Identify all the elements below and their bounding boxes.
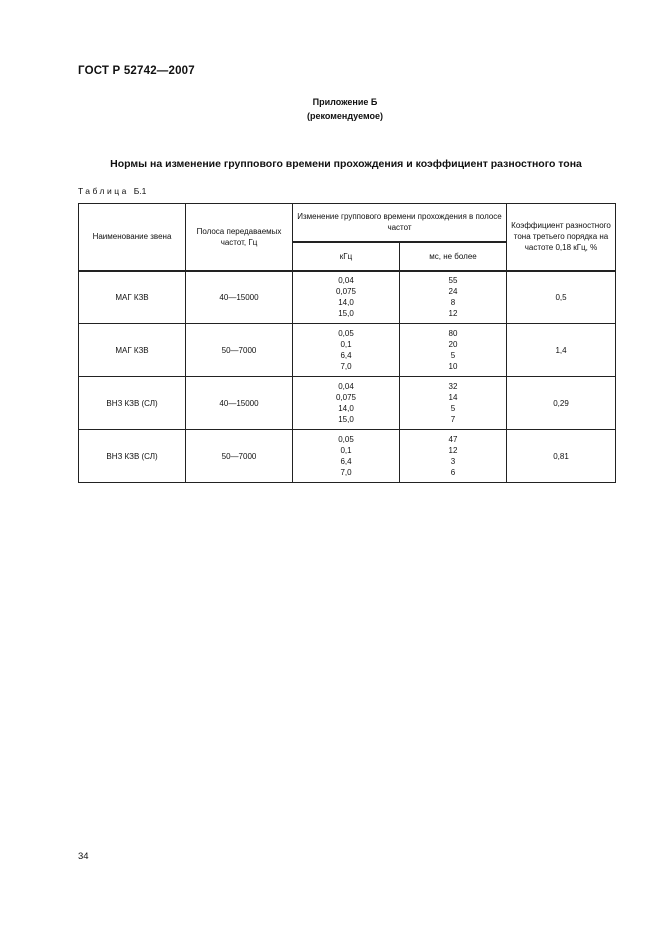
cell-ms <box>400 430 507 483</box>
cell-band: 50—7000 <box>186 324 293 377</box>
cell-khz-value: 7,0 <box>340 362 352 372</box>
cell-coefficient: 0,81 <box>507 430 616 483</box>
cell-band: 40—15000 <box>186 271 293 324</box>
cell-ms <box>400 271 507 324</box>
header-link-name: Наименование звена <box>79 204 186 271</box>
appendix-heading <box>0 95 661 123</box>
cell-khz-value: 0,05 <box>338 328 354 338</box>
appendix-title: Приложение Б <box>312 97 378 107</box>
cell-ms-value: 8 <box>450 298 456 308</box>
cell-coefficient: 0,29 <box>507 377 616 430</box>
cell-ms-value: 32 <box>448 381 458 391</box>
cell-ms <box>400 324 507 377</box>
cell-khz-value: 6,4 <box>340 457 352 466</box>
cell-khz <box>293 324 400 377</box>
document-code: ГОСТ Р 52742—2007 <box>78 65 195 77</box>
cell-link-name: ВНЗ КЗВ (СЛ) <box>79 377 186 430</box>
cell-khz-value: 14,0 <box>338 404 354 413</box>
cell-khz-value: 0,04 <box>338 381 354 391</box>
cell-khz-value: 15,0 <box>338 309 354 319</box>
page-number: 34 <box>78 851 89 862</box>
header-band: Полоса передаваемых частот, Гц <box>186 204 293 271</box>
table-row <box>79 430 616 483</box>
cell-ms-value: 5 <box>450 404 456 413</box>
cell-khz-value: 0,04 <box>338 275 354 285</box>
header-khz: кГц <box>293 242 400 271</box>
cell-khz <box>293 271 400 324</box>
cell-band: 50—7000 <box>186 430 293 483</box>
cell-khz-value: 0,075 <box>335 392 357 402</box>
header-delay-change: Изменение группового времени прохождения в полосе частот <box>293 204 507 242</box>
cell-ms <box>400 377 507 430</box>
cell-ms-value: 7 <box>450 415 456 425</box>
appendix-status: (рекомендуемое) <box>307 111 383 121</box>
cell-ms-value: 47 <box>448 434 458 444</box>
cell-ms-value: 12 <box>448 309 458 319</box>
cell-ms-value: 5 <box>450 351 456 360</box>
cell-coefficient: 0,5 <box>507 271 616 324</box>
table-row <box>79 271 616 324</box>
cell-khz-value: 0,05 <box>338 434 354 444</box>
cell-ms-value: 80 <box>448 328 458 338</box>
cell-ms-value: 55 <box>448 275 458 285</box>
cell-khz-value: 0,1 <box>340 339 352 349</box>
cell-ms-value: 12 <box>448 445 458 455</box>
header-ms: мс, не более <box>400 242 507 271</box>
cell-link-name: МАГ КЗВ <box>79 324 186 377</box>
cell-ms-value: 24 <box>448 287 458 297</box>
cell-ms-value: 10 <box>448 362 458 372</box>
table-row <box>79 377 616 430</box>
cell-ms-value: 20 <box>448 339 458 349</box>
cell-link-name: ВНЗ КЗВ (СЛ) <box>79 430 186 483</box>
table-caption-label: Таблица <box>78 186 129 196</box>
cell-khz-value: 15,0 <box>338 415 354 425</box>
norms-table <box>78 203 616 483</box>
cell-ms-value: 14 <box>448 392 458 402</box>
cell-band: 40—15000 <box>186 377 293 430</box>
cell-khz-value: 6,4 <box>340 351 352 360</box>
cell-khz-value: 0,075 <box>335 287 357 297</box>
cell-khz-value: 0,1 <box>340 445 352 455</box>
header-coefficient: Коэффициент разностного тона третьего порядка на частоте 0,18 кГц, % <box>507 204 616 271</box>
cell-khz-value: 14,0 <box>338 298 354 308</box>
cell-coefficient: 1,4 <box>507 324 616 377</box>
cell-ms-value: 3 <box>450 457 456 466</box>
section-title: Нормы на изменение группового времени прохождения и коэффициент разностного тона <box>110 158 582 170</box>
cell-khz <box>293 430 400 483</box>
table-row <box>79 324 616 377</box>
cell-link-name: МАГ КЗВ <box>79 271 186 324</box>
cell-khz-value: 7,0 <box>340 468 352 478</box>
table-caption-number: Б.1 <box>133 186 147 196</box>
table-caption <box>78 186 146 196</box>
cell-ms-value: 6 <box>450 468 456 478</box>
cell-khz <box>293 377 400 430</box>
